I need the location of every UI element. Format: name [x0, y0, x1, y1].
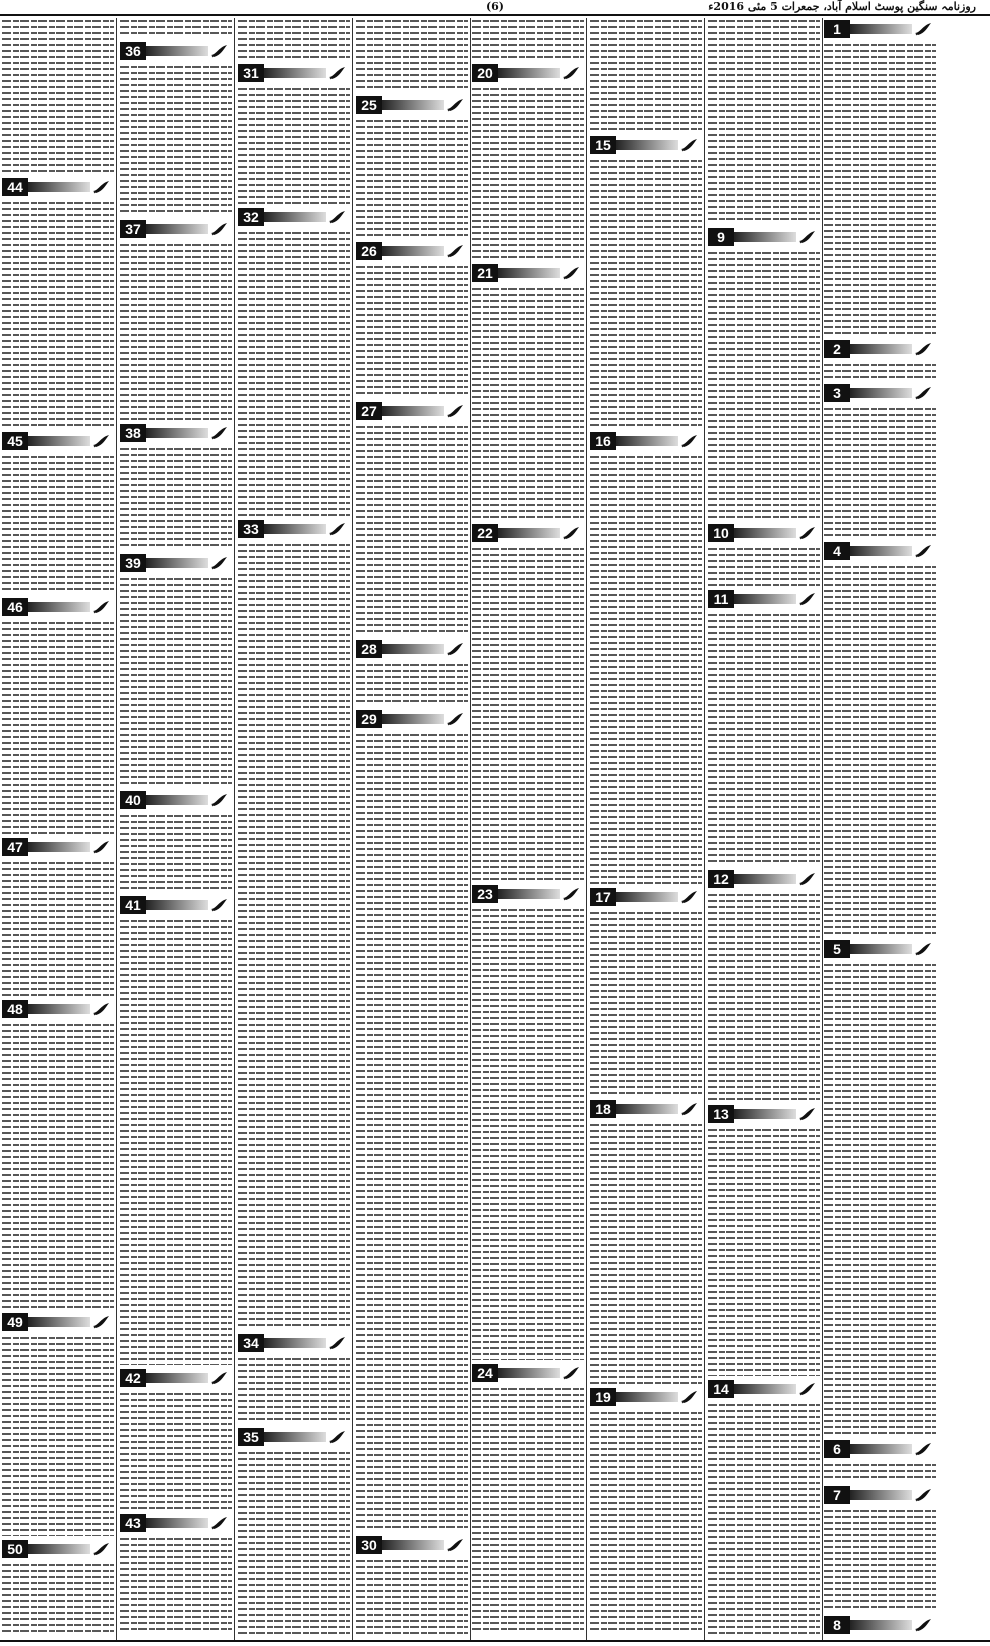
item-number: 1	[824, 20, 850, 38]
leaf-ornament-icon	[328, 65, 346, 81]
item-number: 28	[356, 640, 382, 658]
leaf-ornament-icon	[446, 711, 464, 727]
item-header-16	[590, 432, 702, 450]
item-number: 49	[2, 1313, 28, 1331]
leaf-ornament-icon	[92, 1314, 110, 1330]
column-rule	[470, 18, 471, 1640]
item-header-17	[590, 888, 702, 906]
article-text	[472, 286, 584, 520]
leaf-ornament-icon	[914, 385, 932, 401]
article-text-continued	[238, 18, 350, 60]
item-number: 2	[824, 340, 850, 358]
item-number: 7	[824, 1486, 850, 1504]
header-gradient-bar	[264, 212, 326, 222]
article-text	[238, 230, 350, 516]
item-number: 50	[2, 1540, 28, 1558]
column-7	[120, 18, 232, 1640]
header-gradient-bar	[28, 1317, 90, 1327]
header-gradient-bar	[616, 1104, 678, 1114]
article-text	[120, 1536, 232, 1634]
article-text	[590, 910, 702, 1096]
leaf-ornament-icon	[210, 555, 228, 571]
item-header-32	[238, 208, 350, 226]
article-text	[472, 546, 584, 881]
item-number: 19	[590, 1388, 616, 1406]
item-number: 12	[708, 870, 734, 888]
item-header-44	[2, 178, 114, 196]
item-header-48	[2, 1000, 114, 1018]
item-header-49	[2, 1313, 114, 1331]
item-header-39	[120, 554, 232, 572]
leaf-ornament-icon	[914, 341, 932, 357]
header-gradient-bar	[382, 406, 444, 416]
article-text	[356, 264, 468, 398]
header-gradient-bar	[850, 1620, 912, 1630]
header-gradient-bar	[616, 436, 678, 446]
column-rule	[586, 18, 587, 1640]
item-header-2	[824, 340, 936, 358]
item-number: 9	[708, 228, 734, 246]
item-number: 42	[120, 1369, 146, 1387]
item-header-25	[356, 96, 468, 114]
article-text	[824, 1462, 936, 1482]
item-number: 35	[238, 1428, 264, 1446]
footer-rule	[0, 1640, 990, 1642]
item-number: 11	[708, 590, 734, 608]
article-text	[824, 1508, 936, 1612]
column-rule	[234, 18, 235, 1640]
header-gradient-bar	[382, 246, 444, 256]
article-text	[824, 962, 936, 1436]
column-4	[472, 18, 584, 1640]
column-3	[590, 18, 702, 1640]
column-rule	[116, 18, 117, 1640]
leaf-ornament-icon	[210, 43, 228, 59]
item-header-34	[238, 1334, 350, 1352]
header-gradient-bar	[264, 68, 326, 78]
item-number: 13	[708, 1105, 734, 1123]
column-6	[238, 18, 350, 1640]
item-number: 34	[238, 1334, 264, 1352]
item-header-24	[472, 1364, 584, 1382]
item-number: 25	[356, 96, 382, 114]
item-number: 4	[824, 542, 850, 560]
header-gradient-bar	[264, 524, 326, 534]
article-text-continued	[708, 18, 820, 224]
article-text	[824, 564, 936, 936]
header-gradient-bar	[850, 1490, 912, 1500]
item-header-20	[472, 64, 584, 82]
item-number: 5	[824, 940, 850, 958]
item-number: 3	[824, 384, 850, 402]
item-number: 41	[120, 896, 146, 914]
article-text	[2, 620, 114, 834]
article-text	[238, 1450, 350, 1634]
item-header-26	[356, 242, 468, 260]
article-text	[356, 732, 468, 1532]
leaf-ornament-icon	[92, 839, 110, 855]
leaf-ornament-icon	[328, 1429, 346, 1445]
article-text	[708, 250, 820, 520]
item-header-29	[356, 710, 468, 728]
item-header-40	[120, 791, 232, 809]
item-header-46	[2, 598, 114, 616]
article-text	[2, 1335, 114, 1536]
leaf-ornament-icon	[210, 221, 228, 237]
header-gradient-bar	[850, 546, 912, 556]
item-header-43	[120, 1514, 232, 1532]
article-text	[708, 612, 820, 866]
header-gradient-bar	[850, 344, 912, 354]
item-number: 31	[238, 64, 264, 82]
item-header-19	[590, 1388, 702, 1406]
leaf-ornament-icon	[210, 1370, 228, 1386]
leaf-ornament-icon	[680, 889, 698, 905]
leaf-ornament-icon	[562, 265, 580, 281]
article-text	[2, 454, 114, 594]
item-number: 44	[2, 178, 28, 196]
item-header-3	[824, 384, 936, 402]
item-header-50	[2, 1540, 114, 1558]
item-header-11	[708, 590, 820, 608]
leaf-ornament-icon	[562, 525, 580, 541]
article-text	[238, 542, 350, 1330]
article-text	[824, 406, 936, 538]
item-header-35	[238, 1428, 350, 1446]
article-text	[120, 813, 232, 892]
item-number: 33	[238, 520, 264, 538]
leaf-ornament-icon	[680, 433, 698, 449]
article-text	[238, 86, 350, 204]
leaf-ornament-icon	[328, 521, 346, 537]
item-header-30	[356, 1536, 468, 1554]
item-header-42	[120, 1369, 232, 1387]
item-header-31	[238, 64, 350, 82]
article-text	[120, 64, 232, 216]
item-header-13	[708, 1105, 820, 1123]
item-header-10	[708, 524, 820, 542]
header-gradient-bar	[498, 528, 560, 538]
header-gradient-bar	[616, 140, 678, 150]
item-number: 20	[472, 64, 498, 82]
item-number: 23	[472, 885, 498, 903]
masthead-title: روزنامہ سنگین پوسٹ اسلام آباد، جمعرات 5 مئی 2016ء	[708, 0, 976, 13]
page-number: (6)	[485, 0, 505, 13]
header-gradient-bar	[146, 900, 208, 910]
article-text	[472, 907, 584, 1360]
article-text	[708, 1402, 820, 1634]
item-header-8	[824, 1616, 936, 1634]
item-header-1	[824, 20, 936, 38]
column-rule	[704, 18, 705, 1640]
article-text	[824, 42, 936, 336]
item-header-33	[238, 520, 350, 538]
article-text	[356, 1558, 468, 1634]
leaf-ornament-icon	[680, 1389, 698, 1405]
item-number: 36	[120, 42, 146, 60]
article-text	[590, 1410, 702, 1634]
item-header-45	[2, 432, 114, 450]
leaf-ornament-icon	[798, 591, 816, 607]
article-text-continued	[472, 18, 584, 60]
leaf-ornament-icon	[914, 1617, 932, 1633]
item-number: 29	[356, 710, 382, 728]
leaf-ornament-icon	[562, 886, 580, 902]
item-number: 14	[708, 1380, 734, 1398]
item-number: 6	[824, 1440, 850, 1458]
item-header-6	[824, 1440, 936, 1458]
item-header-5	[824, 940, 936, 958]
item-number: 47	[2, 838, 28, 856]
header-gradient-bar	[850, 388, 912, 398]
header-gradient-bar	[146, 1373, 208, 1383]
leaf-ornament-icon	[562, 65, 580, 81]
article-text	[590, 158, 702, 428]
header-gradient-bar	[146, 428, 208, 438]
article-text	[590, 454, 702, 884]
header-gradient-bar	[382, 644, 444, 654]
article-text	[356, 662, 468, 706]
leaf-ornament-icon	[562, 1365, 580, 1381]
header-gradient-bar	[734, 528, 796, 538]
leaf-ornament-icon	[446, 1537, 464, 1553]
article-text	[590, 1122, 702, 1384]
column-8	[2, 18, 114, 1640]
item-number: 30	[356, 1536, 382, 1554]
leaf-ornament-icon	[92, 599, 110, 615]
header-gradient-bar	[28, 1004, 90, 1014]
header-gradient-bar	[616, 1392, 678, 1402]
article-text-continued	[2, 18, 114, 174]
header-gradient-bar	[498, 68, 560, 78]
header-gradient-bar	[734, 1109, 796, 1119]
item-number: 40	[120, 791, 146, 809]
article-text	[120, 446, 232, 550]
leaf-ornament-icon	[914, 1487, 932, 1503]
column-2	[708, 18, 820, 1640]
item-header-4	[824, 542, 936, 560]
leaf-ornament-icon	[446, 403, 464, 419]
article-text	[120, 576, 232, 787]
header-gradient-bar	[146, 795, 208, 805]
leaf-ornament-icon	[798, 525, 816, 541]
header-gradient-bar	[734, 874, 796, 884]
leaf-ornament-icon	[92, 1541, 110, 1557]
item-header-21	[472, 264, 584, 282]
item-header-9	[708, 228, 820, 246]
header-gradient-bar	[28, 436, 90, 446]
header-gradient-bar	[850, 24, 912, 34]
item-number: 37	[120, 220, 146, 238]
item-number: 45	[2, 432, 28, 450]
header-gradient-bar	[734, 594, 796, 604]
leaf-ornament-icon	[210, 897, 228, 913]
item-header-28	[356, 640, 468, 658]
leaf-ornament-icon	[446, 243, 464, 259]
item-header-23	[472, 885, 584, 903]
article-text	[238, 1356, 350, 1424]
article-text	[472, 86, 584, 260]
header-gradient-bar	[498, 268, 560, 278]
item-number: 10	[708, 524, 734, 542]
header-gradient-bar	[850, 944, 912, 954]
article-text-continued	[120, 18, 232, 38]
item-header-41	[120, 896, 232, 914]
leaf-ornament-icon	[210, 425, 228, 441]
leaf-ornament-icon	[446, 97, 464, 113]
article-text	[708, 546, 820, 586]
article-text	[2, 860, 114, 996]
item-header-15	[590, 136, 702, 154]
item-number: 26	[356, 242, 382, 260]
item-number: 27	[356, 402, 382, 420]
item-number: 24	[472, 1364, 498, 1382]
item-header-12	[708, 870, 820, 888]
item-number: 48	[2, 1000, 28, 1018]
item-header-7	[824, 1486, 936, 1504]
leaf-ornament-icon	[798, 1106, 816, 1122]
header-gradient-bar	[734, 232, 796, 242]
article-text	[356, 424, 468, 636]
item-number: 43	[120, 1514, 146, 1532]
item-number: 32	[238, 208, 264, 226]
header-gradient-bar	[264, 1338, 326, 1348]
header-gradient-bar	[616, 892, 678, 902]
item-number: 18	[590, 1100, 616, 1118]
item-header-18	[590, 1100, 702, 1118]
header-gradient-bar	[382, 100, 444, 110]
leaf-ornament-icon	[328, 209, 346, 225]
item-header-27	[356, 402, 468, 420]
item-number: 17	[590, 888, 616, 906]
item-number: 8	[824, 1616, 850, 1634]
header-gradient-bar	[146, 46, 208, 56]
header-gradient-bar	[146, 224, 208, 234]
leaf-ornament-icon	[92, 179, 110, 195]
item-number: 38	[120, 424, 146, 442]
article-text-continued	[590, 18, 702, 132]
leaf-ornament-icon	[328, 1335, 346, 1351]
header-gradient-bar	[28, 1544, 90, 1554]
leaf-ornament-icon	[914, 941, 932, 957]
header-gradient-bar	[264, 1432, 326, 1442]
header-gradient-bar	[850, 1444, 912, 1454]
column-rule	[352, 18, 353, 1640]
column-1	[824, 18, 936, 1640]
item-number: 21	[472, 264, 498, 282]
leaf-ornament-icon	[798, 871, 816, 887]
article-text	[2, 1562, 114, 1634]
article-text	[120, 918, 232, 1365]
article-text	[472, 1386, 584, 1634]
header-gradient-bar	[498, 889, 560, 899]
item-header-36	[120, 42, 232, 60]
leaf-ornament-icon	[798, 1381, 816, 1397]
leaf-ornament-icon	[92, 433, 110, 449]
item-number: 16	[590, 432, 616, 450]
header-gradient-bar	[382, 714, 444, 724]
leaf-ornament-icon	[914, 1441, 932, 1457]
header-gradient-bar	[146, 558, 208, 568]
item-header-14	[708, 1380, 820, 1398]
column-5	[356, 18, 468, 1640]
article-text	[2, 1022, 114, 1309]
header-gradient-bar	[28, 182, 90, 192]
leaf-ornament-icon	[210, 1515, 228, 1531]
leaf-ornament-icon	[446, 641, 464, 657]
masthead-bar	[0, 0, 990, 16]
leaf-ornament-icon	[914, 543, 932, 559]
header-gradient-bar	[28, 842, 90, 852]
item-header-38	[120, 424, 232, 442]
article-text	[120, 242, 232, 420]
header-gradient-bar	[734, 1384, 796, 1394]
item-number: 22	[472, 524, 498, 542]
leaf-ornament-icon	[798, 229, 816, 245]
column-rule	[822, 18, 823, 1640]
item-header-22	[472, 524, 584, 542]
leaf-ornament-icon	[680, 1101, 698, 1117]
item-header-37	[120, 220, 232, 238]
leaf-ornament-icon	[680, 137, 698, 153]
header-gradient-bar	[146, 1518, 208, 1528]
article-text	[708, 1127, 820, 1376]
header-gradient-bar	[498, 1368, 560, 1378]
item-number: 39	[120, 554, 146, 572]
article-text	[824, 362, 936, 380]
leaf-ornament-icon	[92, 1001, 110, 1017]
leaf-ornament-icon	[210, 792, 228, 808]
item-header-47	[2, 838, 114, 856]
article-text	[2, 200, 114, 428]
article-text	[120, 1391, 232, 1510]
header-gradient-bar	[28, 602, 90, 612]
header-gradient-bar	[382, 1540, 444, 1550]
leaf-ornament-icon	[914, 21, 932, 37]
article-text	[708, 892, 820, 1101]
article-text-continued	[356, 18, 468, 92]
item-number: 46	[2, 598, 28, 616]
item-number: 15	[590, 136, 616, 154]
article-text	[356, 118, 468, 238]
